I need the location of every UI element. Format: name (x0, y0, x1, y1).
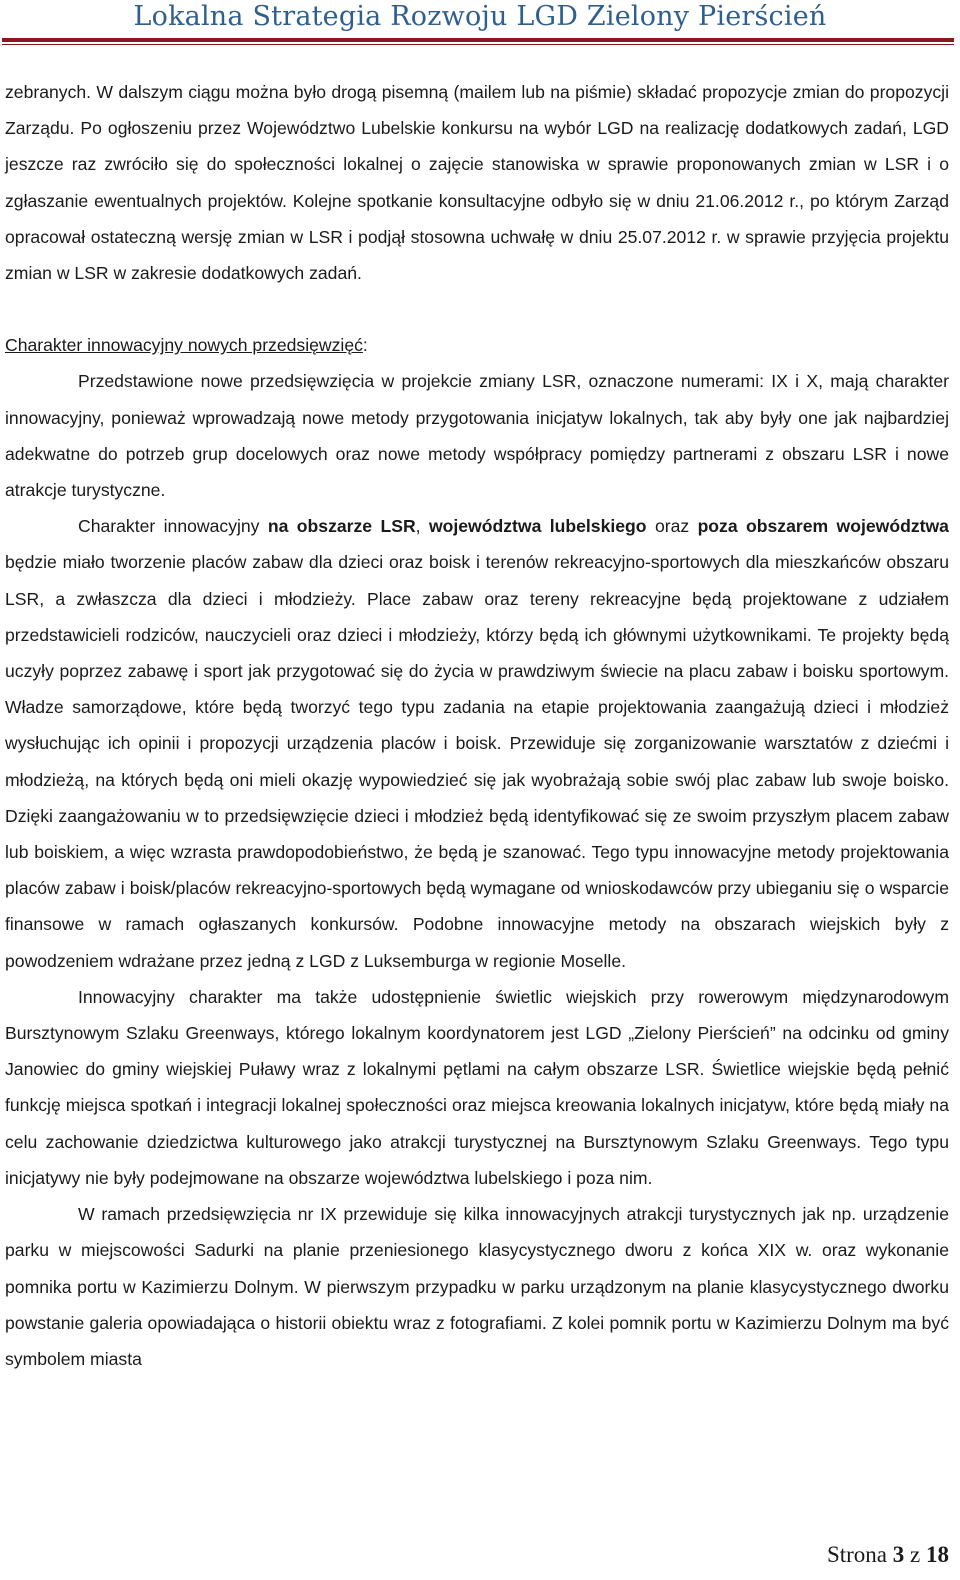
header-divider-thin (2, 44, 954, 45)
text-run: oraz (646, 516, 698, 537)
paragraph-community-centers: Innowacyjny charakter ma także udostępnienie świetlic wiejskich przy rowerowym międzynarodowym Bursztynowym Szlaku Greenways, którego lokalnym koordynatorem jest LGD „Zielony Pierścień” na odcinku od gminy Janowiec do gminy wiejskiej Puławy wraz z lokalnymi pętlami na całym obszarze LSR. Świetlice wiejskie będą pełnić funkcję miejsca spotkań i integracji lokalnej społeczności oraz miejsca kreowania lokalnych inicjatyw, które będą miały na celu zachowanie dziedzictwa kulturowego jako atrakcji turystycznej na Bursztynowym Szlaku Greenways. Tego typu inicjatywy nie były podejmowane na obszarze województwa lubelskiego i poza nim. (5, 986, 949, 1188)
paragraph-playgrounds (5, 508, 949, 979)
current-page: 3 (892, 1542, 905, 1567)
page-of: z (910, 1542, 921, 1567)
header-title: Lokalna Strategia Rozwoju LGD Zielony Pierścień (133, 1, 827, 32)
page-number (827, 1540, 949, 1570)
bold-text-run: poza obszarem województwa (697, 516, 949, 537)
total-pages: 18 (926, 1542, 949, 1567)
text-run: będzie miało tworzenie placów zabaw dla dzieci oraz boisk i terenów rekreacyjno-sportowych dla mieszkańców obszaru LSR, a zwłaszcza dla dzieci i młodzieży. Place zabaw oraz tereny rekreacyjne będą projektowane z udziałem przedstawicieli rodziców, nauczycieli oraz dzieci i młodzieży, którzy będą ich głównymi użytkownikami. Te projekty będą uczyły poprzez zabawę i sport jak przygotować się do życia w prawdziwym świecie na placu zabaw i boisku sportowym. Władze samorządowe, które będą tworzyć tego typu zadania na etapie projektowania zaangażują dzieci i młodzież wysłuchując ich opinii i propozycji urządzenia placów i boisk. Przewiduje się zorganizowanie warsztatów z dziećmi i młodzieżą, na których będą oni mieli okazję wypowiedzieć się jak wyobrażają sobie swój plac zabaw lub swoje boisko. Dzięki zaangażowaniu w to przedsięwzięcie dzieci i młodzież będą identyfikować się ze swoim przyszłym placem zabaw lub boiskiem, a więc wzrasta prawdopodobieństwo, że będą je szanować. Tego typu innowacyjne metody projektowania placów zabaw i boisk/placów rekreacyjno-sportowych będą wymagane od wnioskodawców przy ubieganiu się o wsparcie finansowe w ramach ogłaszanych konkursów. Podobne innowacyjne metody na obszarach wiejskich były z powodzeniem wdrażane przez jedną z LGD z Luksemburga w regionie Moselle. (5, 552, 949, 971)
page-label: Strona (826, 1542, 888, 1567)
section-heading-colon: : (362, 335, 368, 356)
header-divider (2, 38, 954, 42)
paragraph-tourist-attractions: W ramach przedsięwzięcia nr IX przewiduje się kilka innowacyjnych atrakcji turystycznych jak np. urządzenie parku w miejscowości Sadurki na planie przeniesionego klasycystycznego dworu z końca XIX w. oraz wykonanie pomnika portu w Kazimierzu Dolnym. W pierwszym przypadku w parku urządzonym na planie klasycystycznego dworku powstanie galeria opowiadająca o historii obiektu wraz z fotografiami. Z kolei pomnik portu w Kazimierzu Dolnym ma być symbolem miasta (5, 1204, 949, 1369)
paragraph-innovative-projects: Przedstawione nowe przedsięwzięcia w projekcie zmiany LSR, oznaczone numerami: IX i X, mają charakter innowacyjny, ponieważ wprowadzają nowe metody przygotowania inicjatyw lokalnych, tak aby były one jak najbardziej adekwatne do potrzeb grup docelowych oraz nowe metody współpracy pomiędzy partnerami z obszaru LSR i nowe atrakcje turystyczne. (5, 371, 949, 501)
section-heading-line (5, 327, 949, 363)
section-heading: Charakter innowacyjny nowych przedsięwzięć (5, 335, 363, 356)
page-header (0, 0, 960, 46)
paragraph-gap (5, 291, 949, 327)
document-body (5, 74, 949, 1377)
paragraph-consultations: zebranych. W dalszym ciągu można było drogą pisemną (mailem lub na piśmie) składać propozycje zmian do propozycji Zarządu. Po ogłoszeniu przez Województwo Lubelskie konkursu na wybór LGD na realizację dodatkowych zadań, LGD jeszcze raz zwróciło się do społeczności lokalnej o zajęcie stanowiska w sprawie proponowanych zmian w LSR i o zgłaszanie ewentualnych projektów. Kolejne spotkanie konsultacyjne odbyło się w dniu 21.06.2012 r., po którym Zarząd opracował ostateczną wersję zmian w LSR i podjął stosowna uchwałę w dniu 25.07.2012 r. w sprawie przyjęcia projektu zmian w LSR w zakresie dodatkowych zadań. (5, 82, 949, 284)
text-run: , (415, 516, 429, 537)
text-run: Charakter innowacyjny (78, 516, 268, 537)
bold-text-run: na obszarze LSR (267, 516, 416, 537)
bold-text-run: województwa lubelskiego (428, 516, 647, 537)
